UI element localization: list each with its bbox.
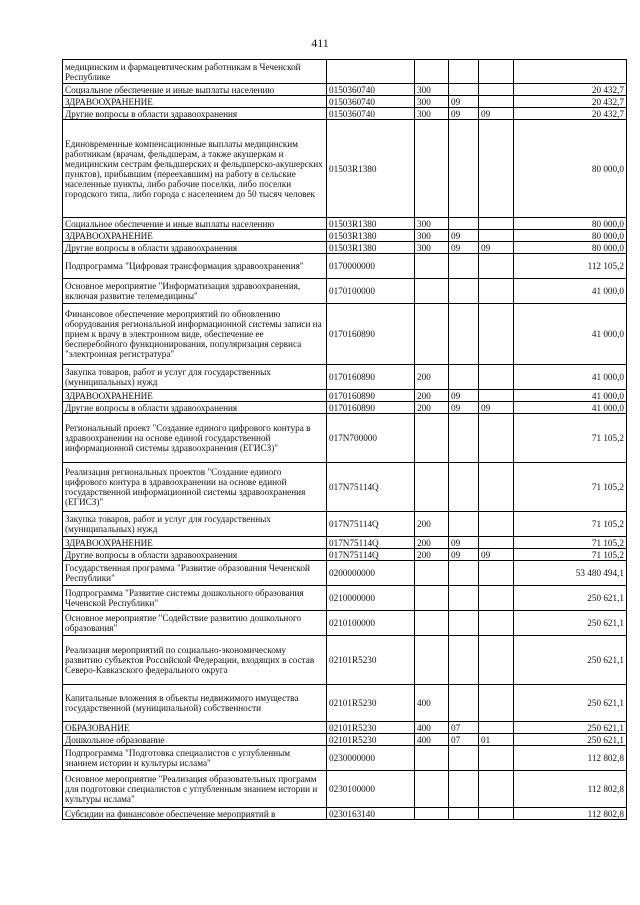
table-row [63,586,627,611]
target-article-cell: 0170100000 [327,279,415,304]
target-article-cell: 017N75114Q [327,549,415,561]
row-name-cell: Другие вопросы в области здравоохранения [63,402,327,414]
section-cell [449,611,479,636]
expense-type-cell: 300 [415,242,449,254]
subsection-cell [479,120,514,218]
table-row [63,463,627,512]
expense-type-cell: 400 [415,734,449,746]
subsection-cell [479,808,514,820]
section-cell: 09 [449,96,479,108]
amount-cell: 41 000,0 [514,279,627,304]
table-row [63,537,627,549]
table-row [63,722,627,734]
amount-cell: 250 621,1 [514,722,627,734]
section-cell [449,685,479,722]
expense-type-cell: 300 [415,108,449,120]
section-cell [449,586,479,611]
amount-cell: 112 802,8 [514,771,627,808]
section-cell [449,254,479,279]
target-article-cell: 0150360740 [327,84,415,96]
row-name-cell: Субсидии на финансовое обеспечение мероприятий в [63,808,327,820]
row-name-cell: медицинским и фармацевтическим работникам в Чеченской Республике [63,60,327,84]
table-row [63,549,627,561]
expense-type-cell: 200 [415,402,449,414]
section-cell: 09 [449,108,479,120]
row-name-cell: Закупка товаров, работ и услуг для государственных (муниципальных) нужд [63,512,327,537]
target-article-cell: 01503R1380 [327,242,415,254]
section-cell: 09 [449,390,479,402]
amount-cell: 71 105,2 [514,537,627,549]
subsection-cell [479,722,514,734]
section-cell: 09 [449,402,479,414]
expense-type-cell [415,414,449,463]
amount-cell: 71 105,2 [514,549,627,561]
row-name-cell: Основное мероприятие "Содействие развитию дошкольного образования" [63,611,327,636]
expense-type-cell: 200 [415,512,449,537]
row-name-cell: ОБРАЗОВАНИЕ [63,722,327,734]
subsection-cell: 01 [479,734,514,746]
budget-table-body [63,60,627,820]
subsection-cell [479,60,514,84]
subsection-cell [479,304,514,365]
row-name-cell: Социальное обеспечение и иные выплаты населению [63,218,327,230]
table-row [63,365,627,390]
amount-cell: 80 000,0 [514,242,627,254]
section-cell [449,636,479,685]
expense-type-cell: 300 [415,84,449,96]
table-row [63,96,627,108]
table-row [63,808,627,820]
amount-cell: 41 000,0 [514,402,627,414]
target-article-cell: 0170160890 [327,365,415,390]
expense-type-cell: 200 [415,390,449,402]
row-name-cell: Другие вопросы в области здравоохранения [63,242,327,254]
table-row [63,512,627,537]
target-article-cell: 01503R1380 [327,120,415,218]
amount-cell: 112 802,8 [514,808,627,820]
row-name-cell: ЗДРАВООХРАНЕНИЕ [63,537,327,549]
subsection-cell [479,254,514,279]
target-article-cell: 0170160890 [327,390,415,402]
row-name-cell: Подпрограмма "Развитие системы дошкольного образования Чеченской Республики" [63,586,327,611]
expense-type-cell [415,611,449,636]
section-cell [449,561,479,586]
table-row [63,230,627,242]
page-number: 411 [311,36,329,50]
target-article-cell: 0150360740 [327,96,415,108]
amount-cell: 41 000,0 [514,390,627,402]
target-article-cell [327,60,415,84]
table-row [63,304,627,365]
subsection-cell [479,586,514,611]
subsection-cell: 09 [479,402,514,414]
amount-cell: 20 432,7 [514,84,627,96]
target-article-cell: 0230100000 [327,771,415,808]
table-row [63,279,627,304]
amount-cell: 112 802,8 [514,746,627,771]
target-article-cell: 02101R5230 [327,685,415,722]
amount-cell: 250 621,1 [514,586,627,611]
row-name-cell: ЗДРАВООХРАНЕНИЕ [63,230,327,242]
section-cell [449,771,479,808]
section-cell [449,746,479,771]
subsection-cell [479,561,514,586]
subsection-cell [479,611,514,636]
amount-cell: 53 480 494,1 [514,561,627,586]
section-cell [449,279,479,304]
row-name-cell: Государственная программа "Развитие образования Чеченской Республики" [63,561,327,586]
row-name-cell: Реализация мероприятий по социально-экономическому развитию субъектов Российской Федерации, входящих в состав Северо-Кавказского федерального округа [63,636,327,685]
expense-type-cell: 400 [415,722,449,734]
expense-type-cell: 300 [415,218,449,230]
table-row [63,734,627,746]
section-cell [449,512,479,537]
section-cell [449,84,479,96]
table-row [63,561,627,586]
section-cell: 07 [449,722,479,734]
subsection-cell [479,84,514,96]
expense-type-cell: 400 [415,685,449,722]
budget-table [62,59,627,820]
expense-type-cell: 300 [415,230,449,242]
table-row [63,746,627,771]
subsection-cell [479,746,514,771]
row-name-cell: Капитальные вложения в объекты недвижимого имущества государственной (муниципальной) собственности [63,685,327,722]
amount-cell: 71 105,2 [514,512,627,537]
table-row [63,120,627,218]
table-row [63,60,627,84]
amount-cell: 80 000,0 [514,120,627,218]
target-article-cell: 0210100000 [327,611,415,636]
table-row [63,771,627,808]
row-name-cell: Подпрограмма "Подготовка специалистов с углубленным знанием истории и культуры ислама" [63,746,327,771]
amount-cell: 250 621,1 [514,685,627,722]
target-article-cell: 02101R5230 [327,734,415,746]
amount-cell [514,60,627,84]
section-cell: 07 [449,734,479,746]
subsection-cell [479,230,514,242]
section-cell: 09 [449,230,479,242]
row-name-cell: Закупка товаров, работ и услуг для государственных (муниципальных) нужд [63,365,327,390]
amount-cell: 71 105,2 [514,463,627,512]
table-row [63,390,627,402]
table-row [63,84,627,96]
row-name-cell: Региональный проект "Создание единого цифрового контура в здравоохранении на основе единой государственной информационной системы здравоохранения (ЕГИСЗ)" [63,414,327,463]
expense-type-cell [415,279,449,304]
table-row [63,242,627,254]
row-name-cell: Финансовое обеспечение мероприятий по обновлению оборудования региональной информационной системы записи на прием к врачу в электронном виде, обеспечение ее бесперебойного функционирования, популяризация сервиса "электронная регистратура" [63,304,327,365]
row-name-cell: Основное мероприятие "Информатизация здравоохранения, включая развитие телемедицины" [63,279,327,304]
amount-cell: 20 432,7 [514,96,627,108]
row-name-cell: Другие вопросы в области здравоохранения [63,108,327,120]
target-article-cell: 0170160890 [327,304,415,365]
subsection-cell [479,390,514,402]
expense-type-cell [415,771,449,808]
row-name-cell: ЗДРАВООХРАНЕНИЕ [63,96,327,108]
row-name-cell: Дошкольное образование [63,734,327,746]
row-name-cell: Подпрограмма "Цифровая трансформация здравоохранения" [63,254,327,279]
expense-type-cell [415,60,449,84]
row-name-cell: Другие вопросы в области здравоохранения [63,549,327,561]
section-cell [449,365,479,390]
amount-cell: 250 621,1 [514,734,627,746]
subsection-cell [479,96,514,108]
row-name-cell: Социальное обеспечение и иные выплаты населению [63,84,327,96]
target-article-cell: 017N700000 [327,414,415,463]
target-article-cell: 0230000000 [327,746,415,771]
table-row [63,685,627,722]
row-name-cell: Реализация региональных проектов "Создание единого цифрового контура в здравоохранении на основе единой государственной информационной системы здравоохранения (ЕГИСЗ)" [63,463,327,512]
target-article-cell: 017N75114Q [327,512,415,537]
subsection-cell [479,218,514,230]
subsection-cell [479,512,514,537]
amount-cell: 250 621,1 [514,611,627,636]
section-cell [449,120,479,218]
expense-type-cell: 200 [415,365,449,390]
target-article-cell: 0200000000 [327,561,415,586]
amount-cell: 112 105,2 [514,254,627,279]
row-name-cell: ЗДРАВООХРАНЕНИЕ [63,390,327,402]
section-cell: 09 [449,242,479,254]
subsection-cell [479,463,514,512]
expense-type-cell [415,304,449,365]
table-row [63,254,627,279]
expense-type-cell [415,254,449,279]
table-row [63,108,627,120]
target-article-cell: 0210000000 [327,586,415,611]
subsection-cell [479,414,514,463]
target-article-cell: 01503R1380 [327,218,415,230]
expense-type-cell [415,120,449,218]
amount-cell: 71 105,2 [514,414,627,463]
expense-type-cell [415,463,449,512]
target-article-cell: 017N75114Q [327,537,415,549]
section-cell: 09 [449,537,479,549]
row-name-cell: Основное мероприятие "Реализация образовательных программ для подготовки специалистов с углубленным знанием истории и культуры ислама" [63,771,327,808]
table-row [63,611,627,636]
subsection-cell: 09 [479,549,514,561]
subsection-cell [479,636,514,685]
subsection-cell [479,685,514,722]
expense-type-cell [415,808,449,820]
section-cell [449,414,479,463]
expense-type-cell [415,561,449,586]
section-cell [449,304,479,365]
table-row [63,414,627,463]
section-cell [449,808,479,820]
amount-cell: 80 000,0 [514,218,627,230]
row-name-cell: Единовременные компенсационные выплаты медицинским работникам (врачам, фельдшерам, а также акушеркам и медицинским сестрам фельдшерских и фельдшерско-акушерских пунктов), прибывшим (переехавшим) на работу в сельские населенные пункты, либо рабочие поселки, либо поселки городского типа, либо города с населением до 50 тысяч человек [63,120,327,218]
section-cell [449,463,479,512]
subsection-cell [479,537,514,549]
expense-type-cell: 300 [415,96,449,108]
expense-type-cell [415,636,449,685]
target-article-cell: 017N75114Q [327,463,415,512]
table-row [63,218,627,230]
target-article-cell: 02101R5230 [327,636,415,685]
amount-cell: 80 000,0 [514,230,627,242]
subsection-cell [479,771,514,808]
target-article-cell: 0170160890 [327,402,415,414]
amount-cell: 41 000,0 [514,365,627,390]
section-cell [449,60,479,84]
target-article-cell: 0230163140 [327,808,415,820]
expense-type-cell: 200 [415,549,449,561]
section-cell: 09 [449,549,479,561]
target-article-cell: 01503R1380 [327,230,415,242]
target-article-cell: 0150360740 [327,108,415,120]
subsection-cell: 09 [479,108,514,120]
expense-type-cell [415,746,449,771]
table-row [63,402,627,414]
expense-type-cell: 200 [415,537,449,549]
amount-cell: 41 000,0 [514,304,627,365]
subsection-cell [479,365,514,390]
target-article-cell: 0170000000 [327,254,415,279]
section-cell [449,218,479,230]
subsection-cell: 09 [479,242,514,254]
amount-cell: 250 621,1 [514,636,627,685]
target-article-cell: 02101R5230 [327,722,415,734]
amount-cell: 20 432,7 [514,108,627,120]
table-row [63,636,627,685]
subsection-cell [479,279,514,304]
expense-type-cell [415,586,449,611]
